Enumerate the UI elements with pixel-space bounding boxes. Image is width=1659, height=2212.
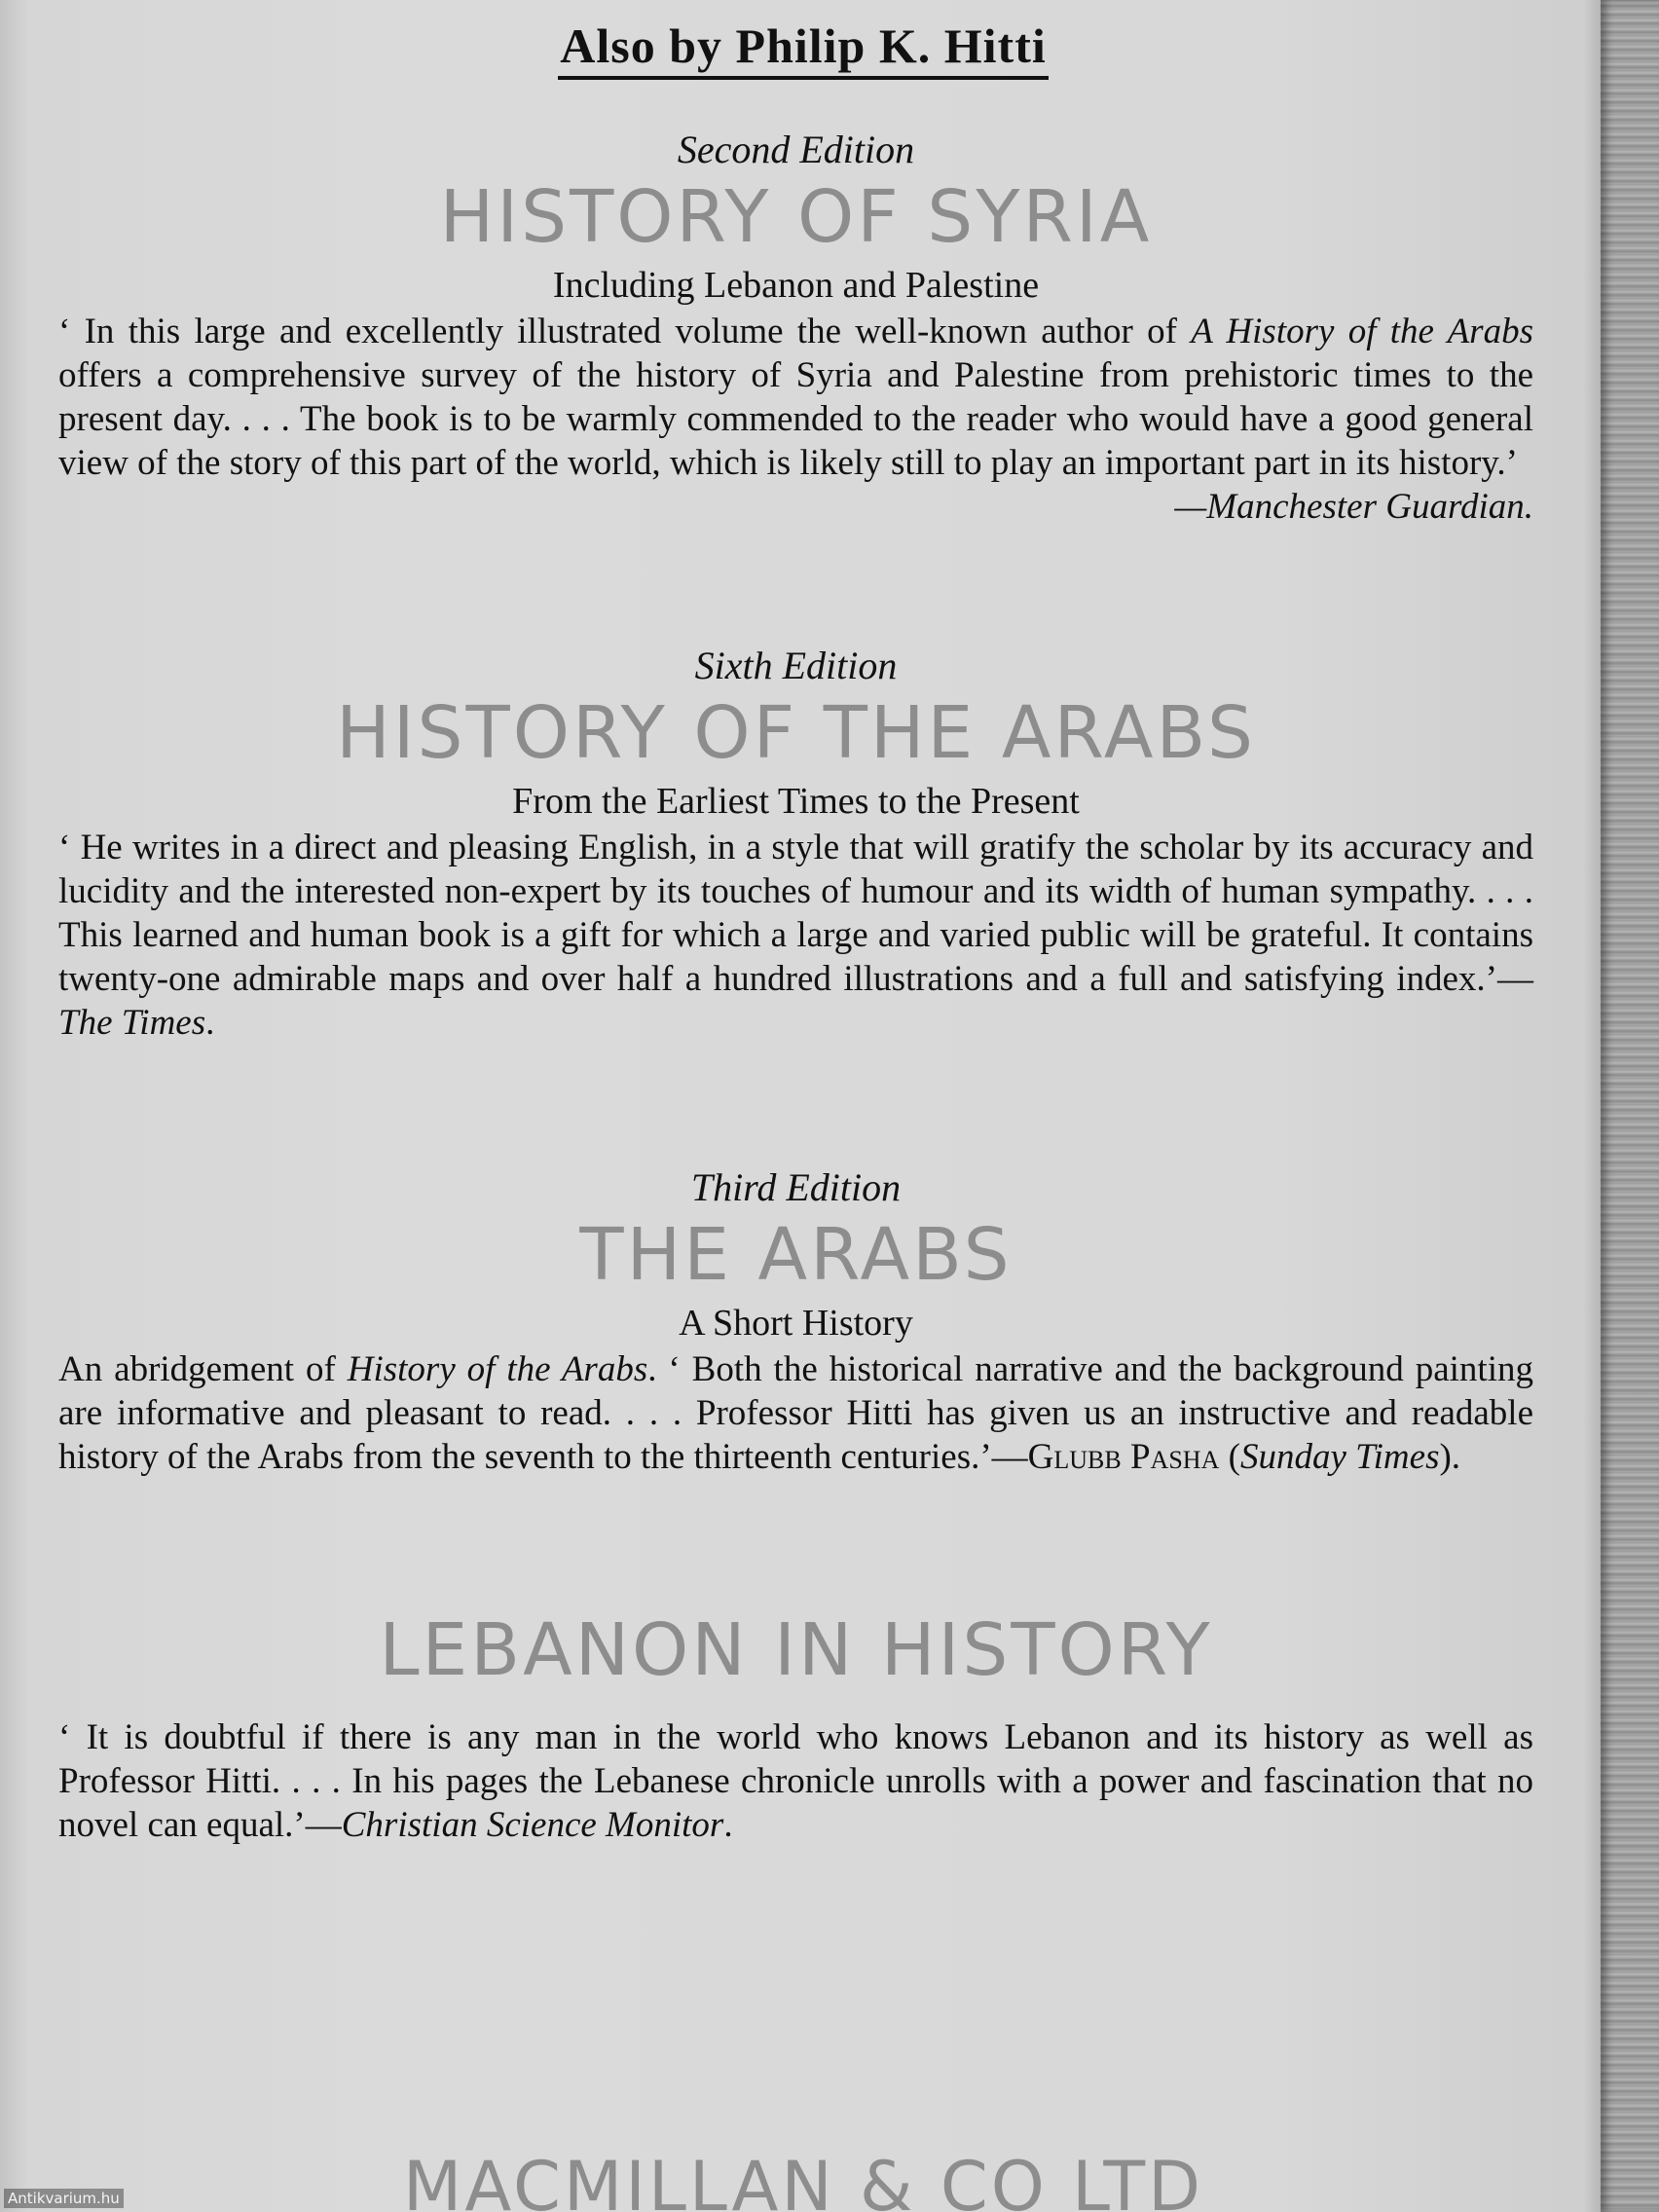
binding-shadow	[1583, 0, 1601, 2212]
edition-label: Third Edition	[690, 1165, 902, 1209]
quote-text: ‘ In this large and excellently illustrated volume the well-known author of	[58, 312, 1192, 351]
watermark: Antikvarium.hu	[4, 2189, 124, 2208]
quote-end: .	[723, 1805, 733, 1845]
quote-intro: An abridgement of	[58, 1349, 348, 1389]
edition-label: Second Edition	[677, 128, 915, 171]
quote-text: ‘ It is doubtful if there is any man in the world who knows Lebanon and its history as well as Professor Hitti. . . . In his pages the Lebanese chronicle unrolls with a power and fascination that no novel can equal.’—	[58, 1717, 1533, 1845]
book-subtitle: From the Earliest Times to the Present	[512, 781, 1080, 822]
book-title: HISTORY OF SYRIA	[439, 175, 1153, 259]
review-quote	[58, 1347, 1533, 1479]
spine-edge	[1601, 0, 1659, 2212]
quote-end: ).	[1439, 1437, 1461, 1477]
book-subtitle: A Short History	[679, 1303, 913, 1344]
header-title: Also by Philip K. Hitti	[558, 18, 1048, 80]
quote-italic-title: A History of the Arabs	[1191, 312, 1533, 351]
quote-text-rest: offers a comprehensive survey of the history of Syria and Palestine from prehistoric times to the present day. . . . The book is to be warmly commended to the reader who would have a good general view of the story of this part of the world, which is likely still to play an important part in its history.’	[58, 355, 1533, 483]
review-source: Christian Science Monitor	[341, 1805, 724, 1845]
book-title: LEBANON IN HISTORY	[379, 1608, 1213, 1692]
book-title: THE ARABS	[579, 1213, 1013, 1297]
quote-text: ‘ He writes in a direct and pleasing English, in a style that will gratify the scholar by its accuracy and lucidity and the interested non-expert by its touches of humour and its width of human sympathy. . . . This learned and human book is a gift for which a large and varied public will be grateful. It contains twenty-one admirable maps and over half a hundred illustrations and a full and satisfying index.’—	[58, 828, 1533, 999]
quote-italic-title: History of the Arabs	[347, 1349, 648, 1389]
book-entry-lebanon-in-history	[58, 1606, 1533, 1847]
critic-name: Glubb Pasha	[1027, 1437, 1220, 1477]
book-entry-the-arabs	[58, 1164, 1533, 1479]
paren-open: (	[1219, 1437, 1240, 1477]
book-entry-history-of-syria	[58, 127, 1533, 529]
review-quote	[58, 310, 1533, 485]
book-subtitle: Including Lebanon and Palestine	[552, 265, 1040, 306]
review-source: The Times	[58, 1003, 206, 1043]
review-source: Sunday Times	[1239, 1437, 1440, 1477]
publisher-imprint: MACMILLAN & CO LTD	[402, 2147, 1204, 2212]
book-title: HISTORY OF THE ARABS	[336, 691, 1256, 775]
book-entry-history-of-the-arabs	[58, 643, 1533, 1045]
quote-end: .	[205, 1003, 215, 1043]
quote-text: . ‘ Both the historical narrative and the background painting are informative and pleasant to read. . . . Professor Hitti has given us an instructive and readable history of the Arabs from the seventh to the thirteenth centuries.’—	[58, 1349, 1533, 1477]
review-source: —Manchester Guardian.	[1174, 487, 1533, 527]
review-quote	[58, 1715, 1533, 1847]
edition-label: Sixth Edition	[694, 644, 898, 687]
header	[0, 18, 1606, 80]
review-quote	[58, 826, 1533, 1045]
